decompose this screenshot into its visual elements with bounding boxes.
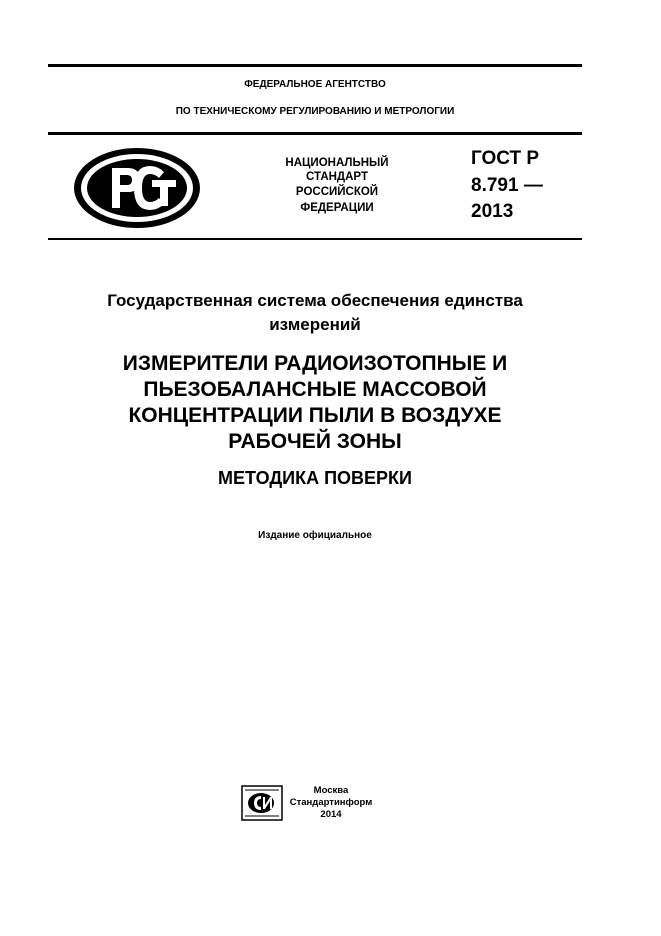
standard-code-line-1: ГОСТ Р <box>471 148 540 169</box>
main-title-line-1: ИЗМЕРИТЕЛИ РАДИОИЗОТОПНЫЕ И <box>122 352 508 375</box>
main-title-line-3: КОНЦЕНТРАЦИИ ПЫЛИ В ВОЗДУХЕ <box>128 404 502 427</box>
block-rule <box>48 238 582 240</box>
system-title-line-1: Государственная система обеспечения единства <box>107 291 523 310</box>
top-rule <box>48 64 582 67</box>
standard-type-line-1: НАЦИОНАЛЬНЫЙ <box>285 157 389 169</box>
main-title-line-4: РАБОЧЕЙ ЗОНЫ <box>228 430 402 453</box>
agency-line-1: ФЕДЕРАЛЬНОЕ АГЕНТСТВО <box>244 79 386 90</box>
gost-logo <box>72 146 202 230</box>
standard-type-line-4: ФЕДЕРАЦИИ <box>300 202 374 214</box>
standard-type-line-3: РОССИЙСКОЙ <box>295 186 379 198</box>
publisher-name: Стандартинформ <box>289 797 373 808</box>
publisher-city: Москва <box>313 785 349 796</box>
main-title-line-2: ПЬЕЗОБАЛАНСНЫЕ МАССОВОЙ <box>143 378 487 401</box>
agency-line-2: ПО ТЕХНИЧЕСКОМУ РЕГУЛИРОВАНИЮ И МЕТРОЛОГИИ <box>175 106 455 117</box>
publisher-logo <box>241 785 283 821</box>
publisher-year: 2014 <box>320 809 342 820</box>
standard-type-line-2: СТАНДАРТ <box>306 171 368 183</box>
header-rule <box>48 132 582 135</box>
standard-code-line-2: 8.791 — <box>471 175 543 196</box>
document-subtitle: МЕТОДИКА ПОВЕРКИ <box>218 468 412 488</box>
system-title-line-2: измерений <box>269 315 361 334</box>
standard-code-line-3: 2013 <box>471 201 514 222</box>
edition-label: Издание официальное <box>258 530 372 541</box>
